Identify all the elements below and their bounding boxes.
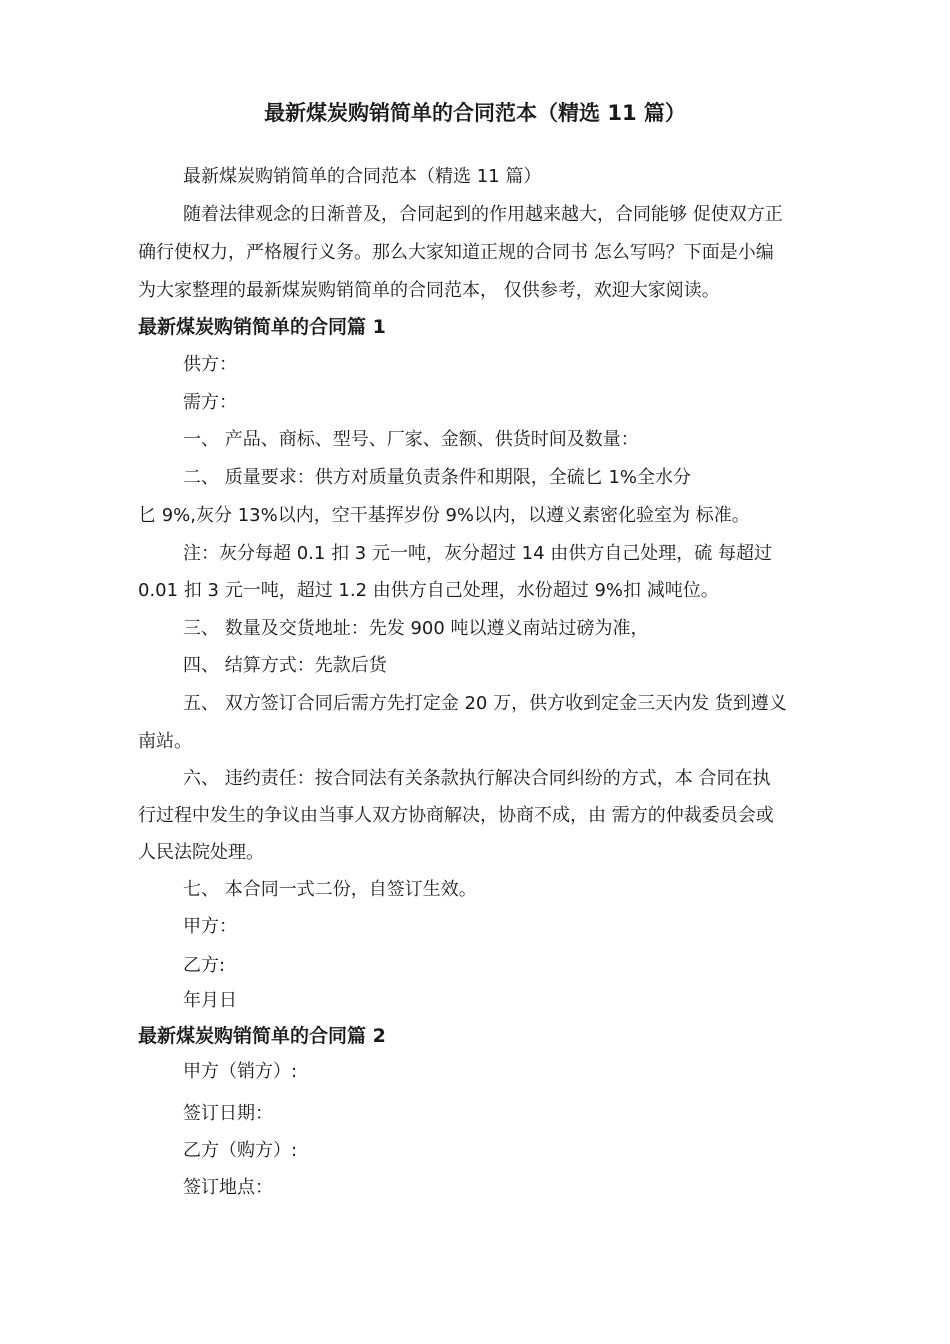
section-line: 甲方：	[183, 916, 237, 937]
section-line: 注：灰分每超 0.1 扣 3 元一吨，灰分超过 14 由供方自己处理，硫 每超过	[183, 543, 773, 564]
section-line: 年月日	[183, 990, 237, 1011]
document-title: 最新煤炭购销简单的合同范本（精选 11 篇）	[264, 101, 686, 125]
intro-line: 为大家整理的最新煤炭购销简单的合同范本， 仅供参考，欢迎大家阅读。	[138, 280, 720, 301]
section-line: 一、 产品、商标、型号、厂家、金额、供货时间及数量：	[183, 429, 639, 450]
section-line: 六、 违约责任：按合同法有关条款执行解决合同纠纷的方式，本 合同在执	[183, 768, 771, 789]
section-line: 需方：	[183, 392, 237, 413]
section-line: 七、 本合同一式二份，自签订生效。	[183, 879, 477, 900]
section-heading: 最新煤炭购销简单的合同篇 1	[138, 316, 386, 338]
section-line: 0.01 扣 3 元一吨，超过 1.2 由供方自己处理，水份超过 9%扣 减吨位。	[138, 580, 719, 601]
section-line: 签订地点：	[183, 1177, 273, 1198]
section-line: 南站。	[138, 731, 192, 752]
intro-line: 确行使权力，严格履行义务。那么大家知道正规的合同书 怎么写吗？下面是小编	[138, 242, 774, 263]
document-subtitle: 最新煤炭购销简单的合同范本（精选 11 篇）	[183, 166, 542, 187]
section-heading: 最新煤炭购销简单的合同篇 2	[138, 1025, 386, 1047]
intro-line: 随着法律观念的日渐普及，合同起到的作用越来越大，合同能够 促使双方正	[183, 204, 783, 225]
section-line: 签订日期：	[183, 1103, 273, 1124]
section-line: 人民法院处理。	[138, 842, 264, 863]
section-line: 甲方（销方）:	[183, 1061, 298, 1082]
section-line: 行过程中发生的争议由当事人双方协商解决，协商不成，由 需方的仲裁委员会或	[138, 805, 774, 826]
section-line: 乙方（购方）:	[183, 1140, 298, 1161]
section-line: 四、 结算方式：先款后货	[183, 655, 387, 676]
section-line: 三、 数量及交货地址：先发 900 吨以遵义南站过磅为准，	[183, 618, 649, 639]
section-line: 五、 双方签订合同后需方先打定金 20 万，供方收到定金三天内发 货到遵义	[183, 693, 787, 714]
section-line: 乙方:	[183, 955, 226, 976]
section-line: 供方：	[183, 354, 237, 375]
section-line: 二、 质量要求：供方对质量负责条件和期限，全硫匕 1%全水分	[183, 467, 691, 488]
section-line: 匕 9%,灰分 13%以内，空干基挥岁份 9%以内，以遵义素密化验室为 标准。	[138, 505, 750, 526]
